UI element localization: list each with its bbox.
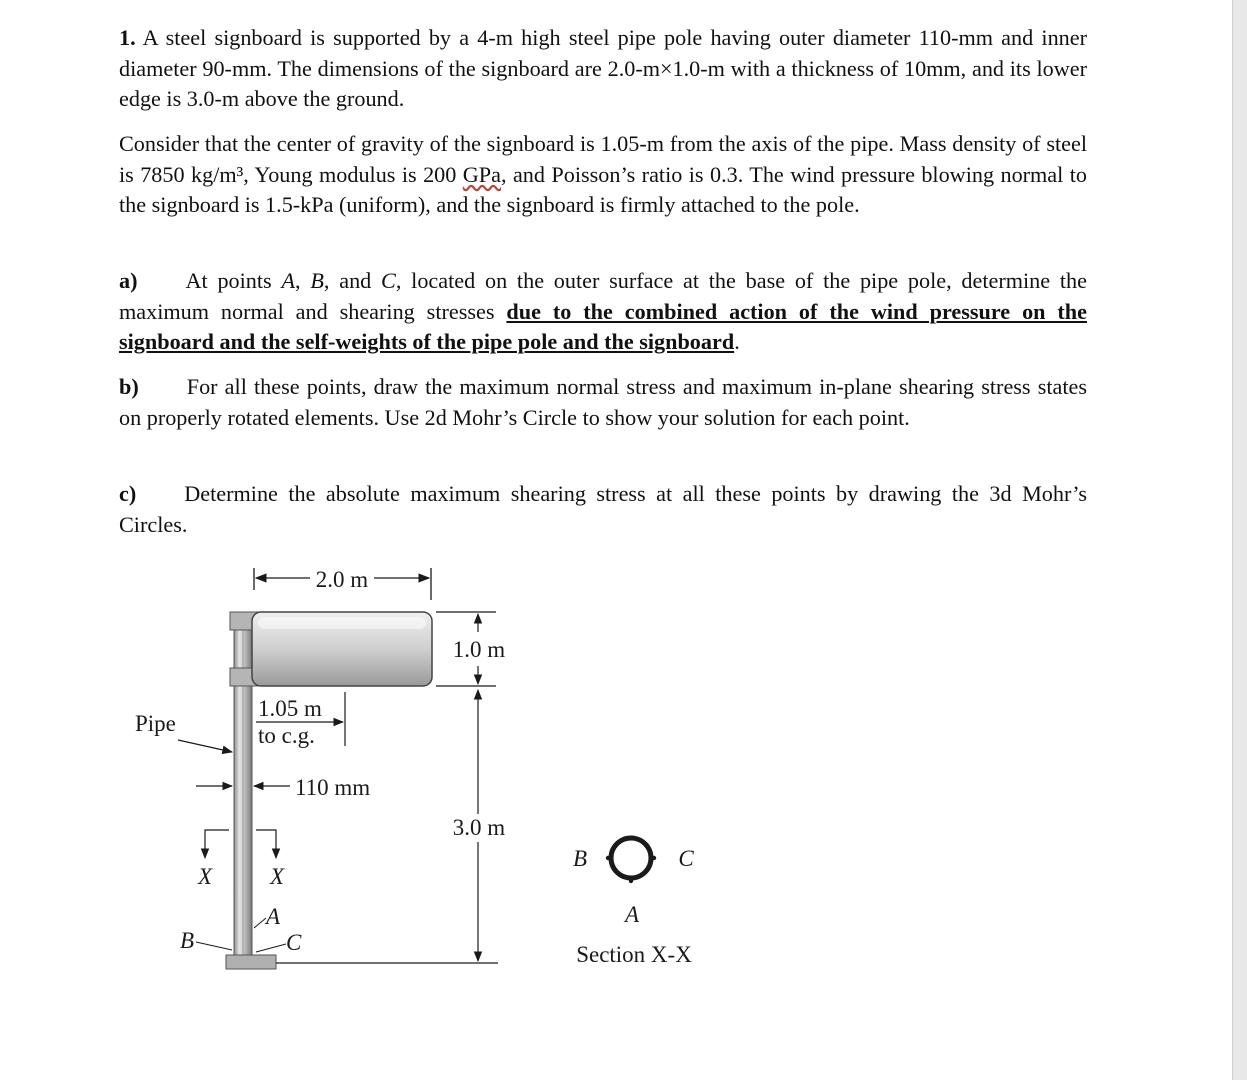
part-a-text-1: At points — [185, 268, 282, 293]
diameter-label: 110 mm — [295, 775, 371, 800]
base-plate — [226, 955, 276, 969]
section-point-a: A — [624, 902, 640, 927]
part-a-sep-2: , and — [323, 268, 382, 293]
section-point-b-marker — [606, 856, 610, 860]
part-a-sep-1: , — [295, 268, 311, 293]
base-point-c: C — [286, 930, 302, 955]
conditions-text-1: Consider that the center of gravity of the signboard is 1.05-m from the axis of the pipe. Mass density of steel is 7850 kg/m³, Young modulus is 200 — [119, 131, 1087, 187]
part-b-label: b) — [119, 374, 139, 399]
section-point-c: C — [678, 846, 694, 871]
spellcheck-word-gpa[interactable]: GPa — [462, 161, 501, 187]
base-point-a: A — [266, 904, 281, 929]
cg-dimension — [256, 692, 345, 748]
part-a-end: . — [734, 329, 740, 354]
width-dimension — [254, 567, 431, 600]
section-point-b: B — [572, 846, 588, 871]
conditions-text-2: , and Poisson’s ratio is 0.3. The wind pressure blowing normal to the signboard is 1.5-kPa (uniform), and the signboard is firmly attached to the pole. — [119, 161, 1087, 217]
diameter-dimension — [196, 775, 370, 800]
part-a-label: a) — [119, 268, 138, 293]
width-label: 2.0 m — [315, 567, 369, 592]
cross-section — [573, 838, 694, 967]
height-dimension — [436, 612, 505, 686]
base-point-b: B — [180, 928, 195, 953]
section-point-a-marker — [629, 879, 633, 883]
pipe-cross-section — [611, 838, 651, 878]
scrollbar-track[interactable] — [1232, 0, 1247, 1080]
pipe-label: Pipe — [135, 711, 176, 736]
elevation-label: 3.0 m — [452, 815, 506, 840]
part-c-label: c) — [119, 481, 137, 506]
part-a-point-c: C — [381, 268, 396, 293]
section-point-c-marker — [652, 856, 656, 860]
problem-number: 1. — [119, 25, 136, 50]
part-a-point-b: B — [310, 268, 324, 293]
problem-statement-text: A steel signboard is supported by a 4-m high steel pipe pole having outer diameter 110-mm and inner diameter 90-mm. The dimensions of the signboard are 2.0-m×1.0-m with a thickness of 10mm, and its lower edge is 3.0-m above the ground. — [119, 25, 1087, 111]
section-title: Section X-X — [576, 942, 692, 967]
section-mark-right: X — [269, 864, 285, 889]
part-a-emphasis: due to the combined action of the wind pressure on the signboard and the self-weights of the pipe pole and the signboard — [119, 298, 1087, 354]
cg-label-distance: 1.05 m — [258, 696, 322, 721]
part-b-text: For all these points, draw the maximum normal stress and maximum in-plane shearing stress states on properly rotated elements. Use 2d Mohr’s Circle to show your solution for each point. — [119, 374, 1087, 430]
part-c-text: Determine the absolute maximum shearing stress at all these points by drawing the 3d Mohr’s Circles. — [119, 481, 1087, 537]
cg-label-text: to c.g. — [258, 723, 315, 748]
pipe-callout — [135, 711, 232, 752]
signboard-highlight — [258, 617, 426, 629]
section-mark-left: X — [197, 864, 213, 889]
part-a-text-2: , located on the outer surface at the base of the pipe pole, determine the maximum normal and shearing stresses — [119, 268, 1088, 324]
height-label: 1.0 m — [452, 637, 506, 662]
part-a-point-a: A — [281, 268, 296, 293]
